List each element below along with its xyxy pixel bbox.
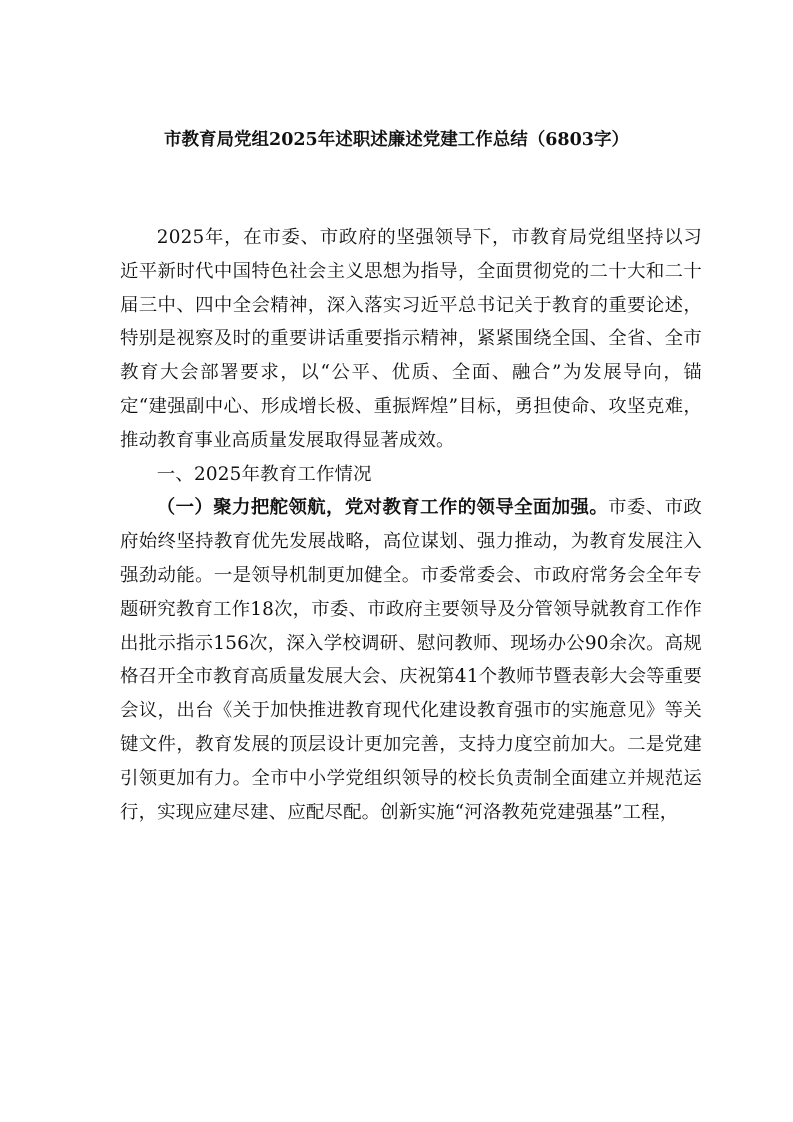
section-heading: 一、2025年教育工作情况 xyxy=(156,463,372,485)
intro-paragraph: 2025年，在市委、市政府的坚强领导下，市教育局党组坚持以习近平新时代中国特色社会主义思想为指导，全面贯彻党的二十大和二十届三中、四中全会精神，深入落实习近平总书记关于教育的重要论述，特别是视察及时的重要讲话重要指示精神，紧紧围绕全国、全省、全市教育大会部署要求，以“公平、优质、全面、融合”为发展导向，锚定“建强副中心、形成增长极、重振辉煌”目标，勇担使命、攻坚克难，推动教育事业高质量发展取得显著成效。 xyxy=(120,227,702,451)
subsection-body: 市委、市政府始终坚持教育优先发展战略，高位谋划、强力推动，为教育发展注入强劲动能。一是领导机制更加健全。市委常委会、市政府常务会全年专题研究教育工作18次，市委、市政府主要领导及分管领导就教育工作作出批示指示156次，深入学校调研、慰问教师、现场办公90余次。高规格召开全市教育高质量发展大会、庆祝第41个教师节暨表彰大会等重要会议，出台《关于加快推进教育现代化建设教育强市的实施意见》等关键文件，教育发展的顶层设计更加完善，支持力度空前加大。二是党建引领更加有力。全市中小学党组织领导的校长负责制全面建立并规范运行，实现应建尽建、应配尽配。创新实施“河洛教苑党建强基”工程， xyxy=(120,497,702,823)
subsection-paragraph xyxy=(120,491,702,829)
document-body xyxy=(120,221,702,829)
document-title: 市教育局党组2025年述职述廉述党建工作总结（6803字） xyxy=(164,130,629,150)
subsection-lead: （一）聚力把舵领航，党对教育工作的领导全面加强。 xyxy=(156,497,609,519)
